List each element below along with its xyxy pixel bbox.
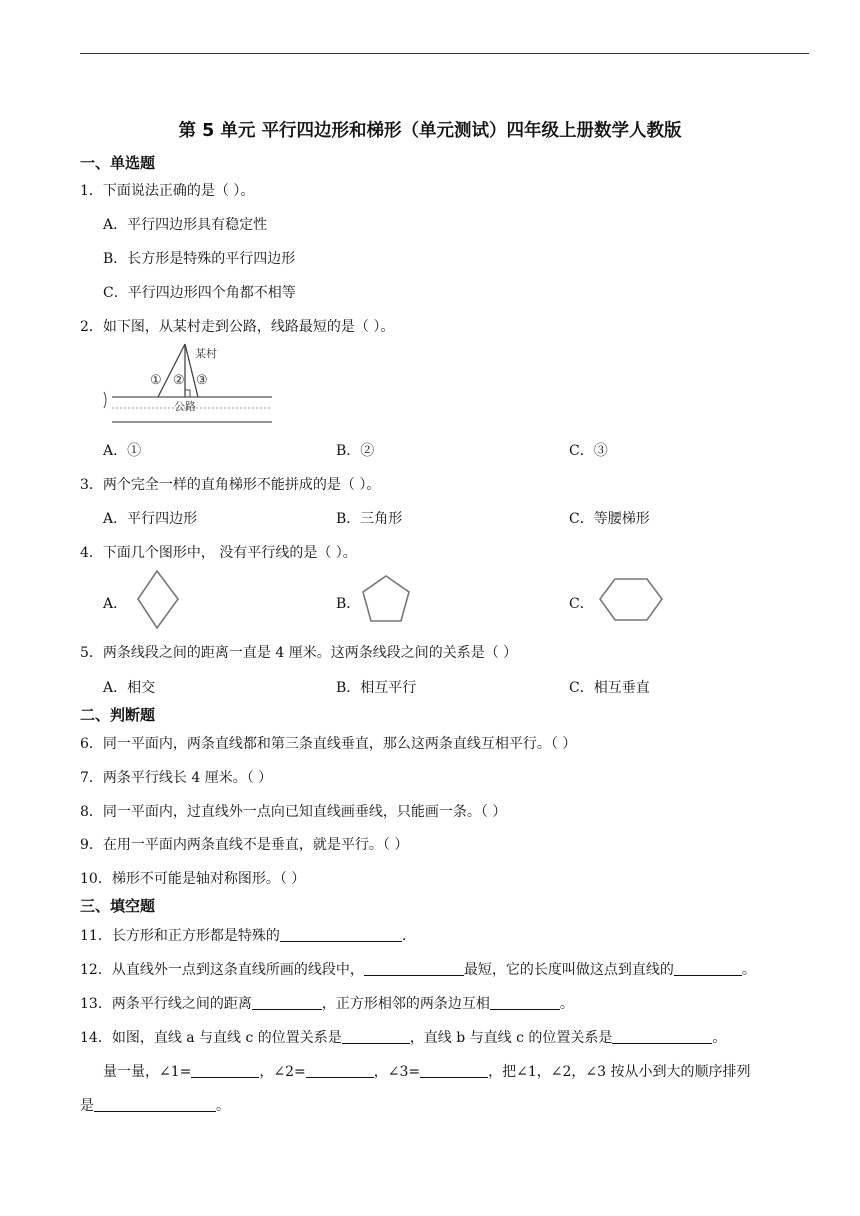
q3-option-a: A．平行四边形 — [103, 511, 198, 527]
q2-option-b: B．② — [336, 443, 375, 459]
q9-text: 9．在用一平面内两条直线不是垂直，就是平行。（ ） — [80, 837, 409, 853]
q3-option-b: B．三角形 — [336, 511, 403, 527]
q6-text: 6．同一平面内，两条直线都和第三条直线垂直，那么这两条直线互相平行。（ ） — [80, 736, 577, 752]
q13-middle: ，正方形相邻的两条边互相 — [321, 996, 490, 1012]
q14-line3-suffix: 。 — [216, 1098, 230, 1114]
q14-angle3-blank[interactable] — [420, 1063, 488, 1078]
q12-middle: 最短，它的长度叫做这点到直线的 — [463, 962, 674, 978]
q11-prefix: 11．长方形和正方形都是特殊的 — [80, 928, 280, 944]
q2-stem: 2．如下图，从某村走到公路，线路最短的是（ ）。 — [80, 319, 395, 335]
q12-suffix: 。 — [741, 962, 756, 978]
q4-stem: 4．下面几个图形中， 没有平行线的是（ ）。 — [80, 545, 357, 561]
q4-option-c: C． — [569, 596, 594, 612]
q1-stem: 1．下面说法正确的是（ ）。 — [80, 183, 255, 199]
q14-measure-prefix: 量一量，∠1= — [103, 1064, 192, 1080]
q1-option-c: C．平行四边形四个角都不相等 — [103, 285, 296, 301]
q13-answer-blank-2[interactable] — [490, 995, 560, 1010]
q14-angle2-blank[interactable] — [306, 1063, 374, 1078]
q14-line3-prefix: 是 — [80, 1098, 94, 1114]
q12-prefix: 12．从直线外一点到这条直线所画的线段中， — [80, 962, 364, 978]
header-rule — [80, 53, 809, 54]
q10-text: 10．梯形不可能是轴对称图形。（ ） — [80, 871, 306, 887]
q13-suffix: 。 — [559, 996, 574, 1012]
q4-rhombus-shape — [135, 568, 181, 632]
q4-option-b: B． — [336, 596, 361, 612]
q14-prefix: 14．如图，直线 a 与直线 c 的位置关系是 — [80, 1030, 342, 1046]
q14-angle3-label: ，∠3= — [373, 1064, 421, 1080]
q11-answer-blank[interactable] — [280, 927, 402, 942]
q14-line-2 — [103, 1061, 751, 1081]
page-title: 第 5 单元 平行四边形和梯形（单元测试）四年级上册数学人教版 — [178, 121, 682, 141]
q4-hexagon-shape — [598, 577, 664, 623]
q5-option-a: A．相交 — [103, 680, 156, 696]
section-heading-fill: 三、填空题 — [80, 897, 156, 915]
q14-angle1-blank[interactable] — [191, 1063, 259, 1078]
q4-pentagon-shape — [360, 573, 412, 625]
q7-text: 7．两条平行线长 4 厘米。（ ） — [80, 770, 273, 786]
q14-answer-blank-2[interactable] — [612, 1029, 712, 1044]
q5-stem: 5．两条线段之间的距离一直是 4 厘米。这两条线段之间的关系是（ ） — [80, 645, 518, 661]
q2-road-figure — [100, 340, 280, 430]
section-heading-judge: 二、判断题 — [80, 706, 156, 724]
q12-answer-blank-1[interactable] — [364, 961, 464, 976]
q3-option-c: C．等腰梯形 — [569, 511, 650, 527]
q14-text — [80, 1027, 726, 1047]
q4-option-a: A． — [103, 596, 128, 612]
q12-answer-blank-2[interactable] — [674, 961, 742, 976]
q11-suffix: . — [401, 928, 407, 944]
q2-route-3-label: ③ — [196, 373, 208, 388]
q5-option-c: C．相互垂直 — [569, 680, 650, 696]
q13-prefix: 13．两条平行线之间的距离 — [80, 996, 252, 1012]
q13-text — [80, 993, 574, 1013]
q1-option-a: A．平行四边形具有稳定性 — [103, 217, 268, 233]
q8-text: 8．同一平面内，过直线外一点向已知直线画垂线，只能画一条。（ ） — [80, 804, 507, 820]
q2-option-c: C．③ — [569, 443, 608, 459]
q13-answer-blank-1[interactable] — [252, 995, 322, 1010]
q2-route-2-label: ② — [173, 373, 185, 388]
q12-text — [80, 959, 756, 979]
q14-order-blank[interactable] — [94, 1097, 216, 1112]
q2-route-1-label: ① — [150, 373, 162, 388]
q1-option-b: B．长方形是特殊的平行四边形 — [103, 251, 296, 267]
q2-road-label: 公路 — [174, 400, 196, 413]
section-heading-single-choice: 一、单选题 — [80, 154, 156, 172]
q14-angle2-label: ，∠2= — [259, 1064, 306, 1080]
q2-option-a: A．① — [103, 443, 142, 459]
q14-line-3 — [80, 1095, 230, 1115]
q11-text — [80, 925, 406, 945]
q14-order-text: ，把∠1，∠2，∠3 按从小到大的顺序排列 — [488, 1064, 751, 1080]
q2-village-label: 某村 — [195, 347, 217, 360]
q5-option-b: B．相互平行 — [336, 680, 417, 696]
q14-answer-blank-1[interactable] — [342, 1029, 410, 1044]
q14-middle: ，直线 b 与直线 c 的位置关系是 — [409, 1030, 613, 1046]
q14-suffix: 。 — [712, 1030, 727, 1046]
q3-stem: 3．两个完全一样的直角梯形不能拼成的是（ ）。 — [80, 477, 381, 493]
